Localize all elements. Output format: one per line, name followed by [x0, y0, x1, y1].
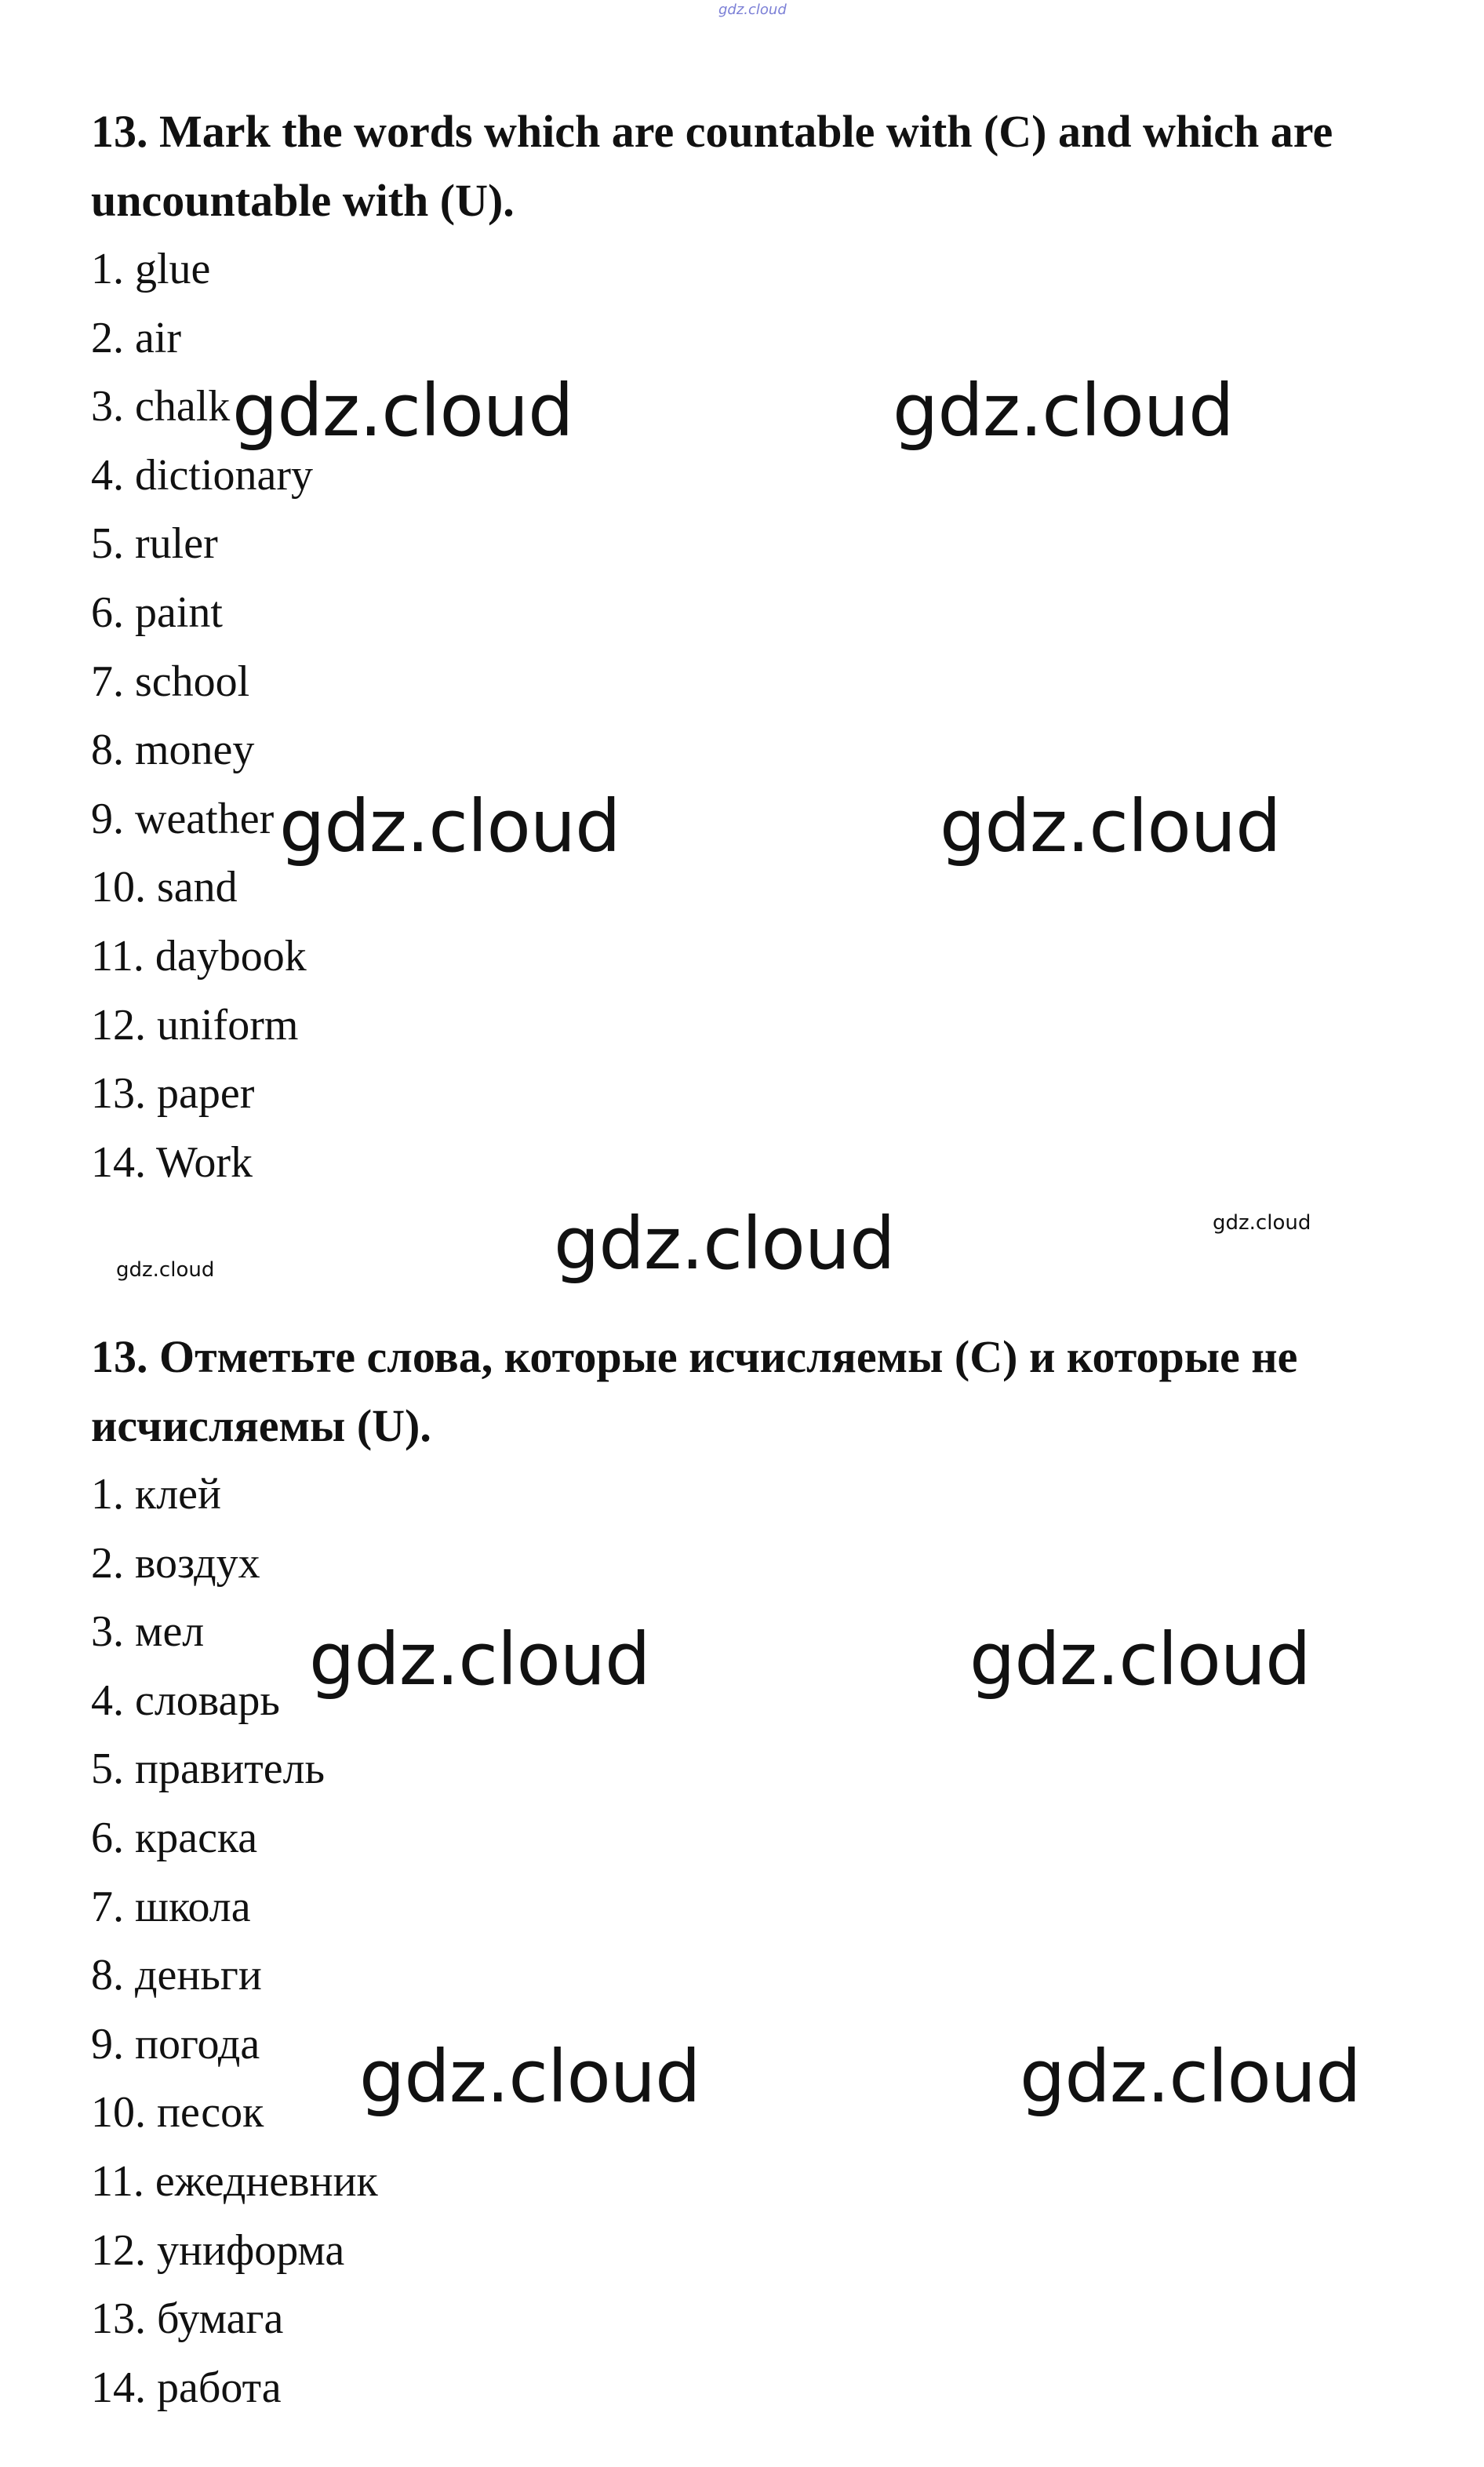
- watermark: gdz.cloud: [554, 1202, 895, 1286]
- watermark: gdz.cloud: [279, 784, 620, 868]
- watermark-small: gdz.cloud: [1213, 1211, 1311, 1235]
- watermark: gdz.cloud: [969, 1617, 1311, 1701]
- english-exercise: [91, 97, 1377, 1197]
- list-item: 13. бумага: [91, 2294, 284, 2344]
- list-item: 8. деньги: [91, 1951, 262, 2000]
- list-item: 10. песок: [91, 2088, 264, 2138]
- list-item: 7. школа: [91, 1882, 251, 1931]
- list-item: 3. chalk: [91, 382, 231, 431]
- list-item: 10. sand: [91, 863, 238, 912]
- watermark: gdz.cloud: [1020, 2035, 1361, 2119]
- list-item: 11. ежедневник: [91, 2156, 378, 2206]
- list-item: 12. uniform: [91, 1000, 299, 1050]
- list-item: 6. paint: [91, 588, 223, 637]
- watermark: gdz.cloud: [359, 2035, 700, 2119]
- list-item: 1. клей: [91, 1470, 221, 1519]
- list-item: 12. униформа: [91, 2225, 345, 2275]
- watermark: gdz.cloud: [232, 369, 573, 453]
- list-item: 9. weather: [91, 794, 275, 843]
- russian-exercise: [91, 1323, 1377, 2422]
- watermark: gdz.cloud: [309, 1617, 650, 1701]
- list-item: 4. dictionary: [91, 450, 314, 500]
- list-item: 2. air: [91, 313, 182, 362]
- exercise-heading-ru: 13. Отметьте слова, которые исчисляемы (С) и которые не исчисляемы (U).: [91, 1331, 1298, 1451]
- watermark-small: gdz.cloud: [116, 1258, 215, 1282]
- list-item: 1. glue: [91, 245, 211, 293]
- list-item: 8. money: [91, 726, 255, 775]
- list-item: 3. мел: [91, 1607, 205, 1657]
- list-item: 14. работа: [91, 2363, 282, 2412]
- watermark: gdz.cloud: [893, 369, 1234, 453]
- list-item: 14. Work: [91, 1137, 253, 1187]
- word-list-ru: [91, 1461, 1377, 2422]
- top-watermark: gdz.cloud: [718, 2, 787, 18]
- list-item: 13. paper: [91, 1069, 255, 1119]
- list-item: 4. словарь: [91, 1676, 280, 1725]
- list-item: 2. воздух: [91, 1538, 260, 1588]
- watermark: gdz.cloud: [940, 784, 1281, 868]
- list-item: 5. правитель: [91, 1745, 326, 1794]
- list-item: 11. daybook: [91, 931, 307, 981]
- list-item: 6. краска: [91, 1813, 258, 1862]
- exercise-heading-en: 13. Mark the words which are countable with (C) and which are uncountable with (U).: [91, 106, 1333, 226]
- list-item: 9. погода: [91, 2019, 260, 2069]
- list-item: 7. school: [91, 657, 250, 706]
- list-item: 5. ruler: [91, 519, 218, 569]
